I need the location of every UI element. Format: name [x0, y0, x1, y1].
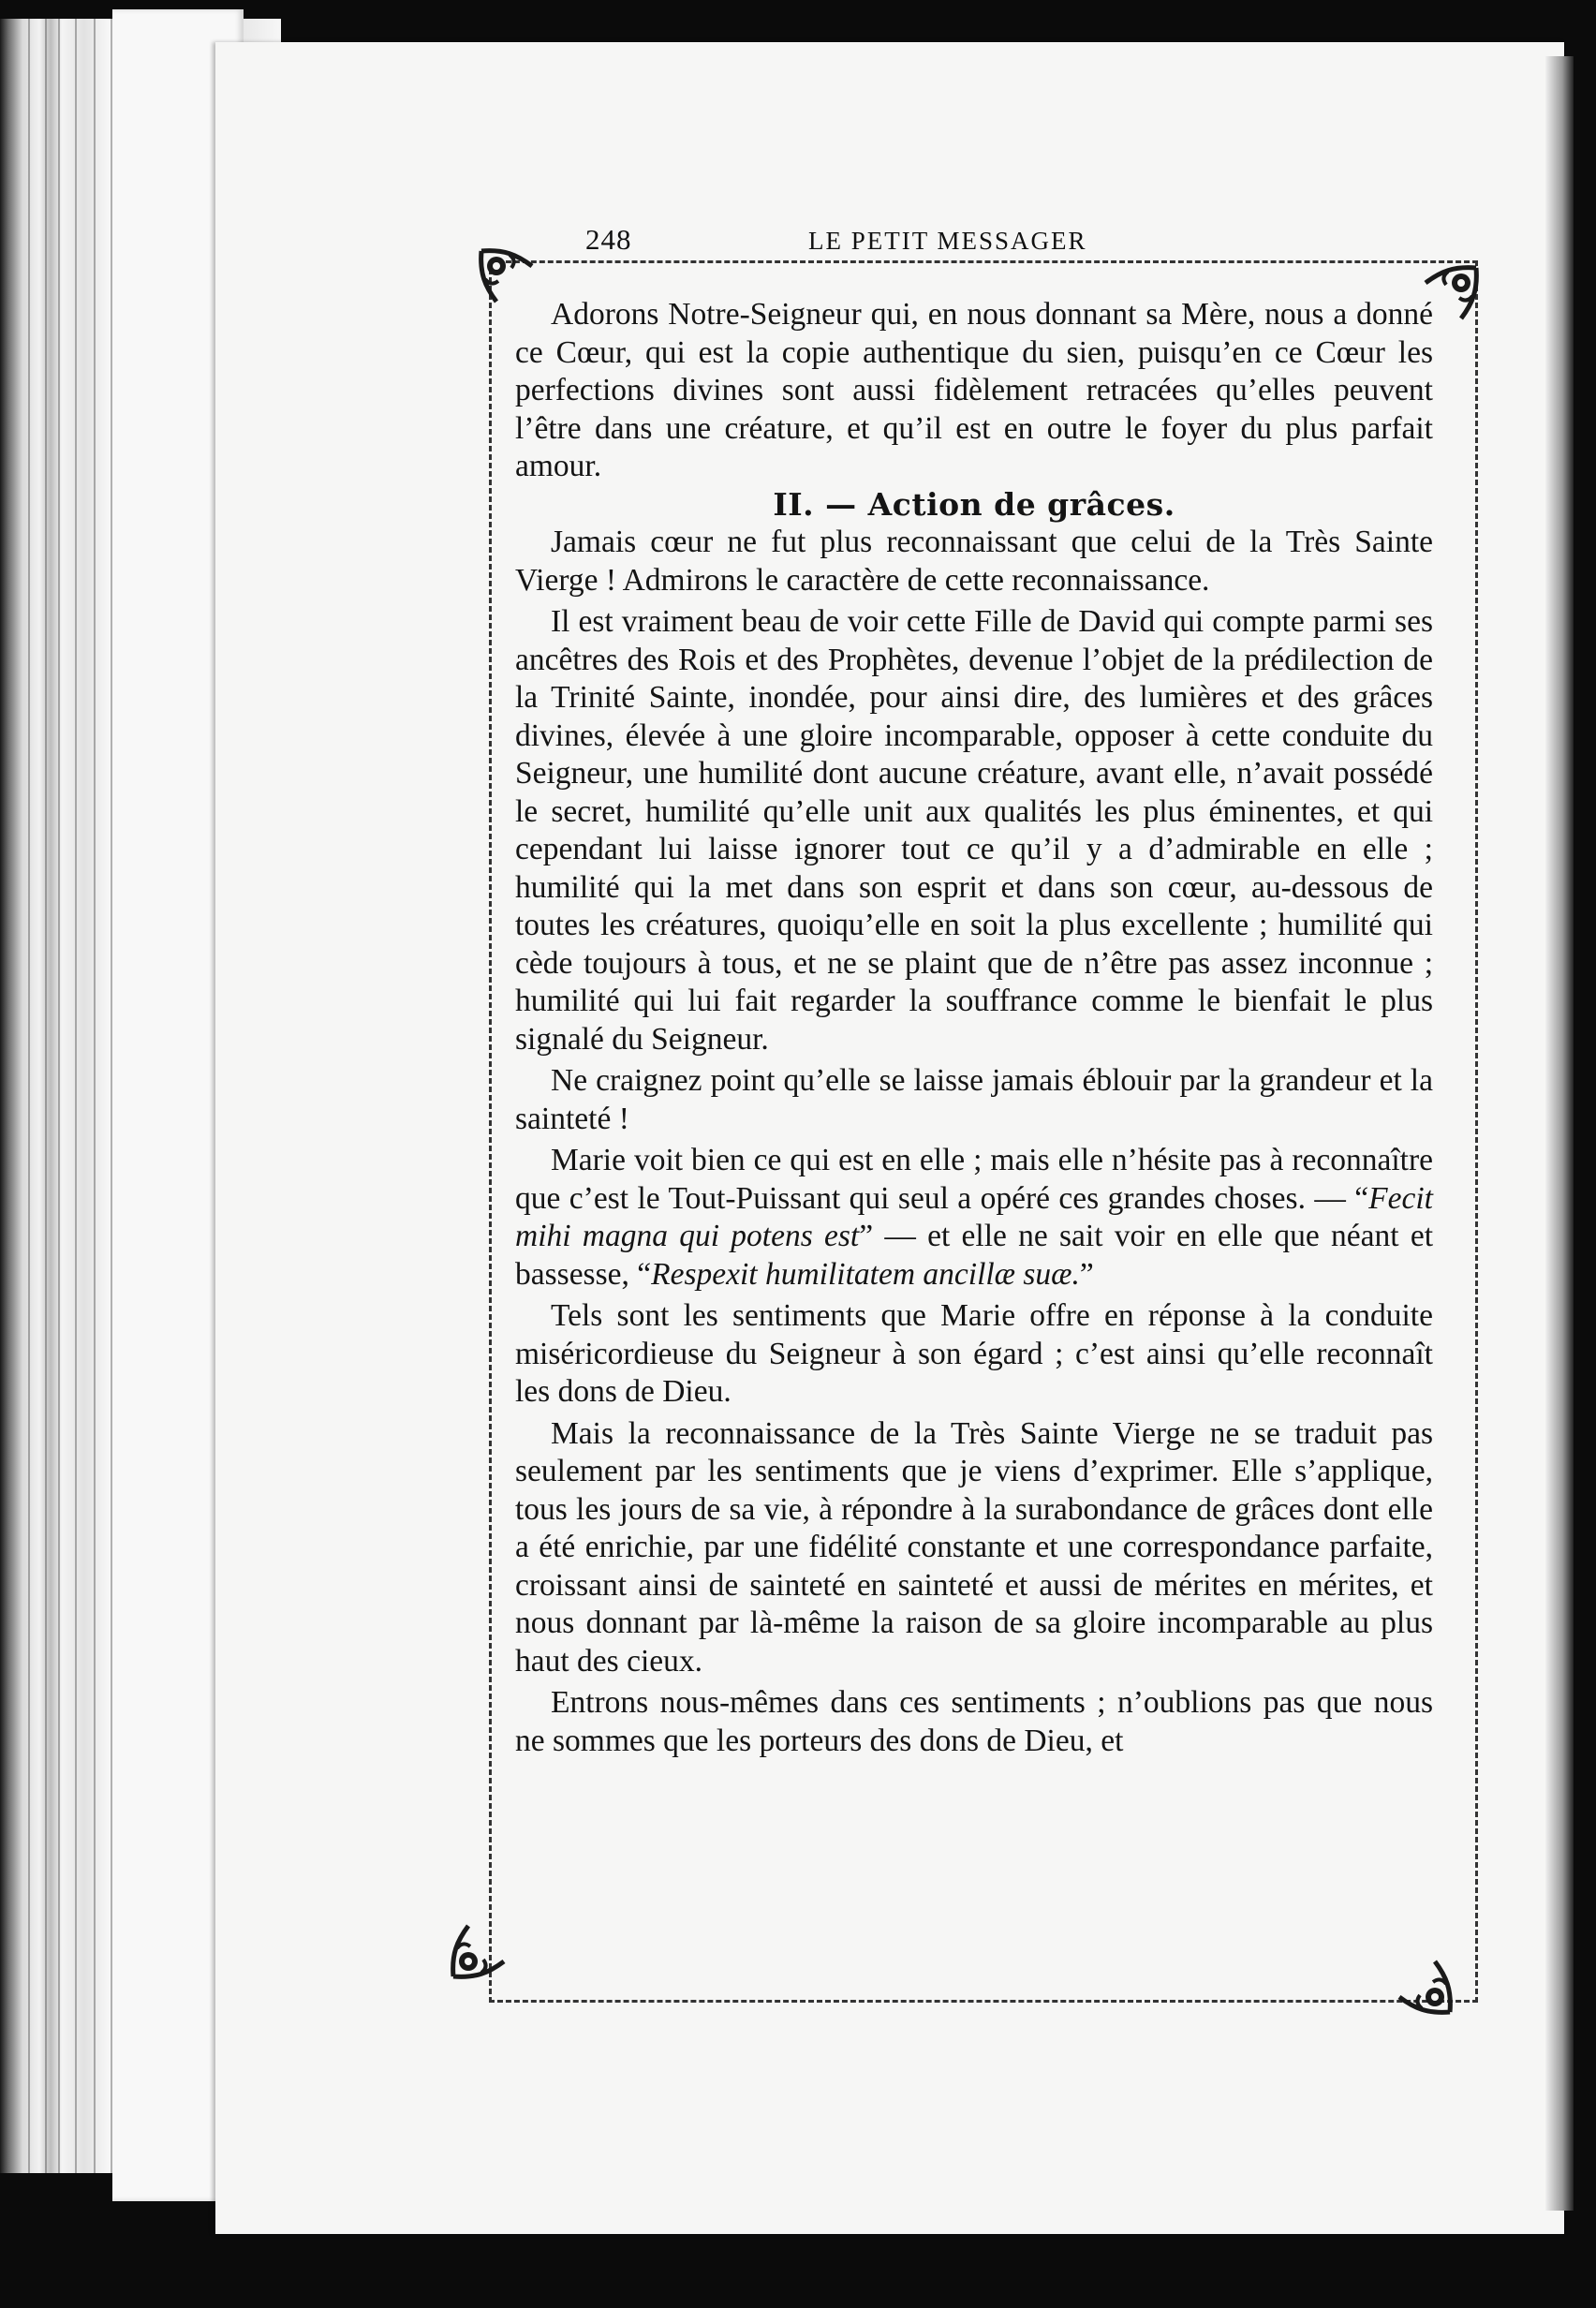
running-header: [585, 223, 1185, 264]
section-heading: II. — Action de grâces.: [773, 485, 1175, 523]
paragraph: Ne craignez point qu’elle se laisse jamais éblouir par la grandeur et la sainteté !: [515, 1063, 1433, 1136]
paragraph: Mais la reconnaissance de la Très Sainte Vierge ne se traduit pas seulement par les sentiments que je viens d’exprimer. Elle s’applique, tous les jours de sa vie, à répondre à la surabondance de grâces dont elle a été enrichie, par une fidélité constante et une correspondance parfaite, croissant ainsi de sainteté en sainteté et aussi de mérites en mérites, et nous donnant par là-même la raison de sa gloire incomparable au plus haut des cieux.: [515, 1415, 1433, 1679]
page-number: 248: [585, 223, 632, 256]
latin-quote: Respexit humilitatem ancillæ suæ.: [651, 1256, 1080, 1292]
text-run: ” — et elle ne sait voir en elle que néant et bassesse, “: [515, 1219, 1434, 1292]
page-body-text: [515, 296, 1433, 1760]
page-right-edge: [1545, 56, 1574, 2211]
paragraph: Tels sont les sentiments que Marie offre en réponse à la conduite miséricordieuse du Seigneur à son égard ; c’est ainsi qu’elle reconnaît les dons de Dieu.: [515, 1298, 1433, 1409]
running-title: LE PETIT MESSAGER: [808, 227, 1087, 255]
latin-quote: Fecit mihi magna qui potens est: [515, 1180, 1433, 1253]
intro-paragraph: Adorons Notre-Seigneur qui, en nous donnant sa Mère, nous a donné ce Cœur, qui est la copie authentique du sien, puisqu’en ce Cœur les perfections divines sont aussi fidèlement retracées qu’elles peuvent l’être dans une créature, et qu’il est en outre le foyer du plus parfait amour.: [515, 297, 1433, 483]
text-run: ”: [1079, 1256, 1094, 1292]
paragraph: Il est vraiment beau de voir cette Fille de David qui compte parmi ses ancêtres des Rois et des Prophètes, devenue l’objet de la prédilection de la Trinité Sainte, inondée, pour ainsi dire, des lumières et des grâces divines, élevée à une gloire incomparable, opposer à cette conduite du Seigneur, une humilité dont aucune créature, avant elle, n’avait possédé le secret, humilité qu’elle unit aux qualités les plus éminentes, et qui cependant lui laisse ignorer tout ce qu’il y a d’admirable en elle ; humilité qui la met dans son esprit et dans son cœur, au-dessous de toutes les créatures, quoiqu’elle en soit la plus excellente ; humilité qui cède toujours à tous, et ne se plaint que de n’être pas assez inconnue ; humilité qui lui fait regarder la souffrance comme le bienfait le plus signalé du Seigneur.: [515, 604, 1433, 1057]
floral-corner-icon: [1386, 1948, 1456, 2018]
text-run: Marie voit bien ce qui est en elle ; mais elle n’hésite pas à reconnaître que c’est le Tout-Puissant qui seul a opéré ces grandes choses. — “: [515, 1143, 1433, 1216]
paragraph: Entrons nous-mêmes dans ces sentiments ; n’oublions pas que nous ne sommes que les porteurs des dons de Dieu, et: [515, 1685, 1433, 1758]
floral-corner-icon: [448, 1913, 517, 1982]
paragraph: Jamais cœur ne fut plus reconnaissant que celui de la Très Sainte Vierge ! Admirons le caractère de cette reconnaissance.: [515, 525, 1433, 598]
paragraph-with-latin-quotes: [515, 1142, 1433, 1294]
